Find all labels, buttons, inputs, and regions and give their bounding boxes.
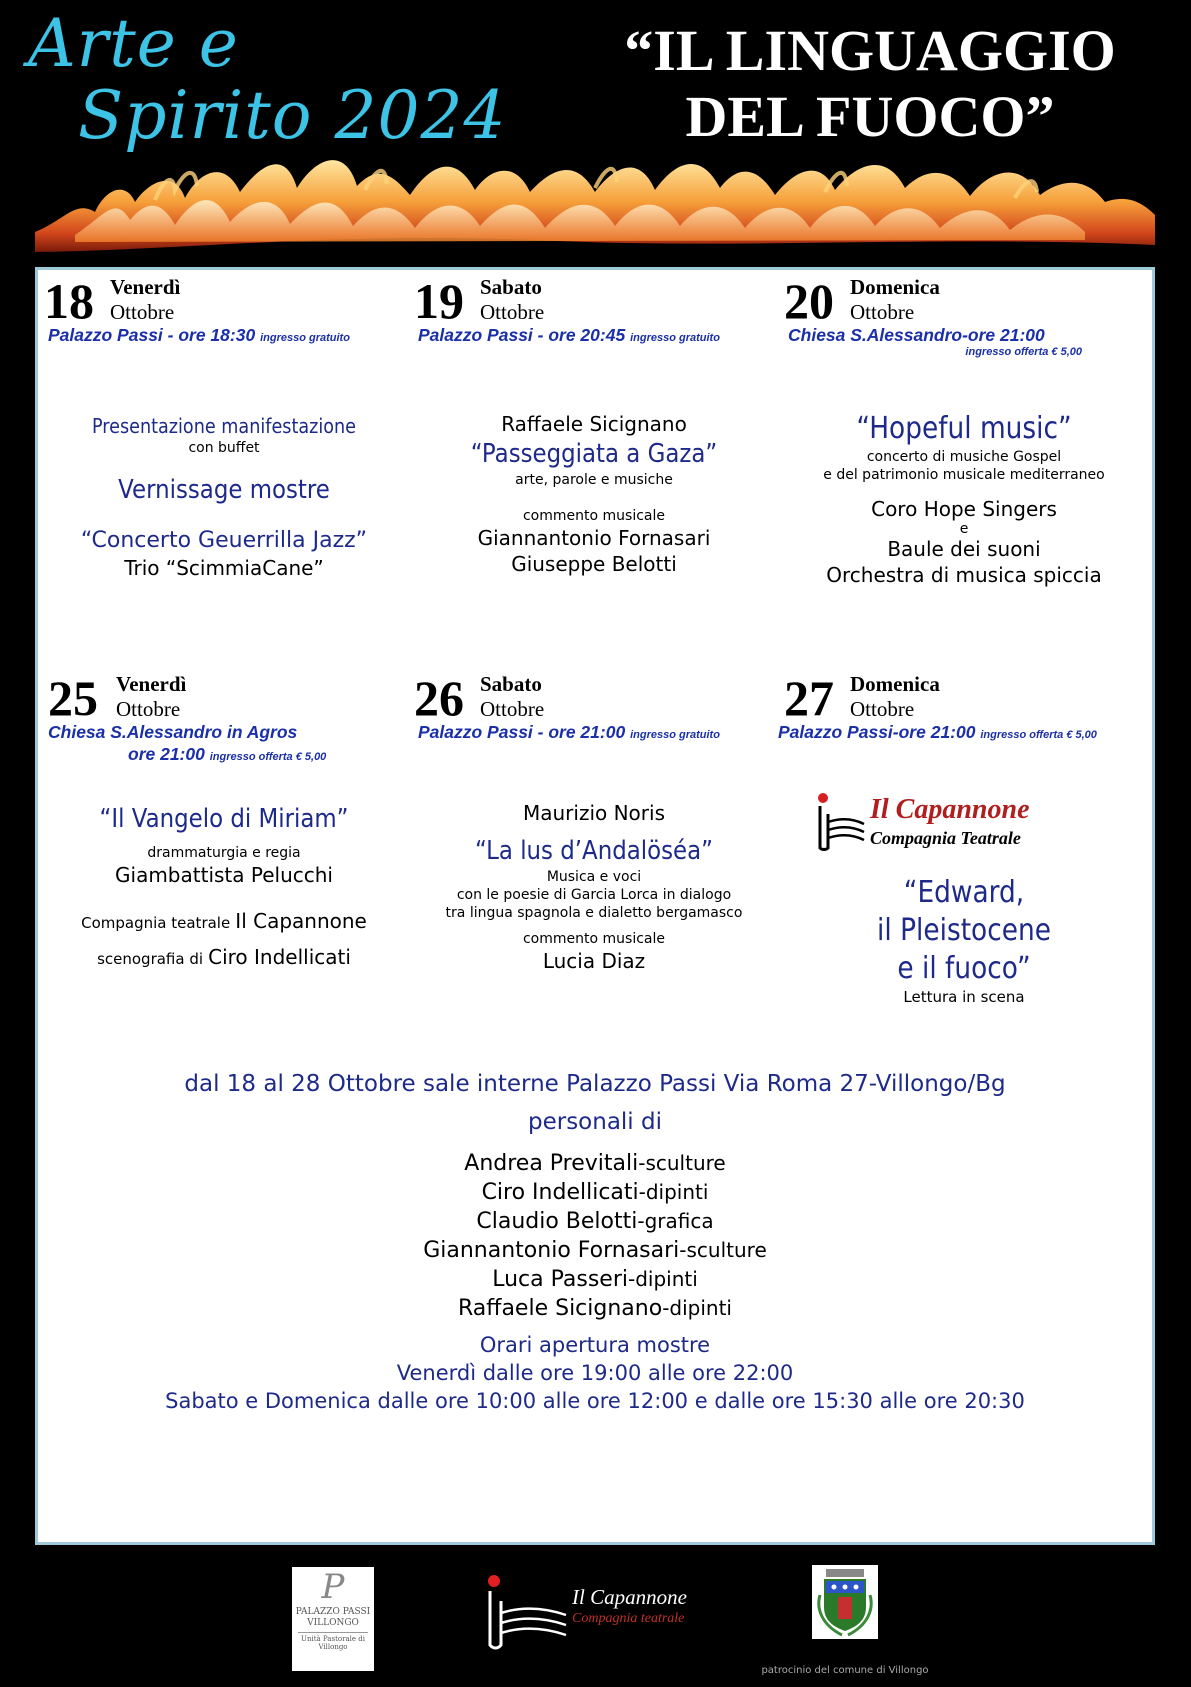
capannone-footer-subtitle: Compagnia teatrale: [572, 1611, 685, 1626]
villongo-coat-of-arms: [812, 1565, 878, 1639]
capannone-subtitle: Compagnia Teatrale: [870, 828, 1021, 848]
program-line: Baule dei suoni: [887, 537, 1041, 561]
venue-time: Chiesa S.Alessandro-ore 21:00: [788, 325, 1045, 345]
entry-note: ingresso gratuito: [630, 332, 720, 344]
event-25-header: [38, 667, 410, 768]
program-line: “Edward,: [903, 875, 1025, 910]
artist-line: [38, 1294, 1152, 1323]
program-line: arte, parole e musiche: [515, 472, 673, 488]
artist-name: Andrea Previtali: [464, 1151, 639, 1176]
program-line: Vernissage mostre: [118, 475, 330, 505]
venue-text: Palazzo Passi - ore 18:30: [48, 325, 256, 345]
artist-name: Raffaele Sicignano: [458, 1296, 663, 1321]
program-line: Maurizio Noris: [522, 801, 665, 825]
patronage-text: patrocinio del comune di Villongo: [761, 1665, 929, 1676]
program-line: e il fuoco”: [897, 951, 1031, 986]
venue-text: Palazzo Passi - ore 20:45: [418, 325, 626, 345]
weekday: Sabato: [480, 275, 542, 299]
palazzo-passi-logo: [292, 1567, 374, 1671]
exhibition-info: [38, 1065, 1152, 1415]
line-name: Il Capannone: [235, 909, 367, 933]
exhibition-subtitle: personali di: [527, 1109, 662, 1135]
weekday: Venerdì: [110, 275, 181, 299]
month: Ottobre: [850, 300, 915, 324]
artist-line: [38, 1178, 1152, 1207]
weekday: Venerdì: [116, 672, 187, 696]
day-number: 26: [414, 670, 464, 726]
date-block: [778, 270, 1150, 329]
artist-role: -sculture: [638, 1151, 726, 1175]
program-line: Coro Hope Singers: [871, 497, 1057, 521]
program-line: tra lingua spagnola e dialetto bergamasco: [445, 905, 743, 921]
program-line: “Passeggiata a Gaza”: [470, 439, 718, 469]
program-line: commento musicale: [522, 931, 665, 947]
day-number: 18: [44, 273, 94, 329]
entry-note: ingresso offerta € 5,00: [965, 346, 1082, 358]
line-name: Ciro Indellicati: [208, 945, 351, 969]
event-20-header: [778, 270, 1150, 358]
venue-text: Palazzo Passi-ore 21:00: [778, 722, 976, 742]
artist-line: [38, 1236, 1152, 1265]
event-26-program: [408, 800, 780, 974]
month: Ottobre: [480, 697, 545, 721]
entry-note: ingresso gratuito: [630, 729, 720, 741]
weekday: Domenica: [850, 672, 940, 696]
program-line: e del patrimonio musicale mediterraneo: [823, 467, 1105, 483]
venue-time: [48, 324, 410, 349]
event-20-program: [778, 410, 1150, 588]
program-line: “Concerto Geuerrilla Jazz”: [80, 528, 368, 553]
artist-role: -dipinti: [627, 1267, 698, 1291]
month: Ottobre: [480, 300, 545, 324]
program-line: Presentazione manifestazione: [91, 414, 357, 438]
exhibition-dates: dal 18 al 28 Ottobre sale interne Palazzo Passi Via Roma 27-Villongo/Bg: [184, 1071, 1006, 1097]
capannone-icon: [816, 792, 868, 852]
program-line: Giuseppe Belotti: [511, 552, 677, 576]
program-line: con le poesie di Garcia Lorca in dialogo: [456, 887, 732, 903]
month: Ottobre: [850, 697, 915, 721]
day-number: 19: [414, 273, 464, 329]
festival-title-line1: Arte e: [28, 5, 239, 82]
program-line: concerto di musiche Gospel: [866, 449, 1062, 465]
artist-name: Giannantonio Fornasari: [423, 1238, 680, 1263]
day-number: 20: [784, 273, 834, 329]
sponsor-footer: [0, 1545, 1191, 1687]
artist-name: Luca Passeri: [492, 1267, 628, 1292]
festival-title: [28, 5, 548, 154]
capannone-footer-name: Il Capannone: [572, 1585, 687, 1609]
month: Ottobre: [116, 697, 181, 721]
artist-line: [38, 1265, 1152, 1294]
artist-role: -dipinti: [662, 1296, 732, 1320]
event-19-program: [408, 411, 780, 577]
artist-line: [38, 1149, 1152, 1178]
program-line: “Il Vangelo di Miriam”: [99, 804, 349, 834]
program-line: Giambattista Pelucchi: [115, 863, 333, 887]
program-line: “Hopeful music”: [856, 411, 1072, 446]
sub-line: Unità Pastorale di: [301, 1635, 365, 1643]
event-26-header: [408, 667, 780, 746]
capannone-name: Il Capannone: [870, 794, 1030, 825]
date-block: [38, 667, 410, 726]
festival-title-line2: Spirito 2024: [78, 77, 507, 154]
artist-name: Ciro Indellicati: [481, 1180, 639, 1205]
artist-role: -dipinti: [638, 1180, 709, 1204]
opening-hours-weekend: Sabato e Domenica dalle ore 10:00 alle ore 12:00 e dalle ore 15:30 alle ore 20:30: [165, 1389, 1025, 1413]
theme-title-line2: DEL FUOCO”: [685, 84, 1055, 149]
venue-time: [418, 324, 780, 349]
program-line: drammaturgia e regia: [147, 845, 301, 861]
capannone-logo: [778, 790, 1150, 860]
event-27-program: [778, 790, 1150, 1007]
program-line: Lettura in scena: [903, 988, 1025, 1006]
program-line: “La lus d’Andalöséa”: [475, 836, 713, 866]
flames-image: [35, 140, 1155, 265]
program-line: il Pleistocene: [877, 913, 1051, 948]
weekday: Sabato: [480, 672, 542, 696]
date-block: [38, 270, 410, 329]
program-line: con buffet: [188, 440, 260, 456]
program-line: Lucia Diaz: [542, 949, 646, 973]
artist-role: -sculture: [679, 1238, 767, 1262]
artist-line: [38, 1207, 1152, 1236]
capannone-footer-logo: [484, 1573, 724, 1653]
palazzo-passi-town: VILLONGO: [307, 1618, 359, 1628]
venue-time-2: [128, 743, 410, 768]
line-prefix: Compagnia teatrale: [81, 914, 231, 932]
theme-title-line1: “IL LINGUAGGIO: [624, 18, 1116, 83]
program-panel: [35, 267, 1155, 1545]
palazzo-passi-monogram: P: [321, 1567, 345, 1607]
artist-name: Claudio Belotti: [476, 1209, 638, 1234]
poster-header: [0, 0, 1191, 265]
venue-time: Chiesa S.Alessandro in Agros: [48, 722, 298, 742]
date-block: [778, 667, 1150, 726]
line-prefix: scenografia di: [97, 950, 204, 968]
sub-line: Villongo: [318, 1643, 348, 1651]
palazzo-passi-name: PALAZZO PASSI: [295, 1607, 371, 1617]
venue-time: [418, 721, 780, 746]
program-line: commento musicale: [522, 508, 665, 524]
artist-role: -grafica: [637, 1209, 714, 1233]
entry-note: ingresso gratuito: [260, 332, 350, 344]
opening-hours-friday: Venerdì dalle ore 19:00 alle ore 22:00: [396, 1361, 794, 1385]
event-18-header: [38, 270, 410, 349]
program-line: e: [959, 521, 969, 537]
date-block: [408, 270, 780, 329]
opening-hours-title: Orari apertura mostre: [479, 1333, 711, 1357]
event-19-header: [408, 270, 780, 349]
program-line: Raffaele Sicignano: [501, 412, 687, 436]
program-line: Giannantonio Fornasari: [477, 526, 711, 550]
entry-note: ingresso offerta € 5,00: [209, 751, 327, 763]
program-line: Orchestra di musica spiccia: [826, 563, 1102, 587]
day-number: 25: [48, 670, 98, 726]
capannone-footer-icon: [484, 1573, 570, 1653]
month: Ottobre: [110, 300, 175, 324]
event-25-program: [38, 802, 410, 970]
program-line: [38, 908, 410, 934]
theme-title: [590, 18, 1150, 150]
palazzo-passi-sub: [298, 1632, 368, 1651]
event-27-header: [778, 667, 1150, 746]
program-line: [38, 944, 410, 970]
time-text: ore 21:00: [128, 744, 205, 764]
venue-text: Palazzo Passi - ore 21:00: [418, 722, 626, 742]
program-line: Musica e voci: [546, 869, 642, 885]
weekday: Domenica: [850, 275, 940, 299]
day-number: 27: [784, 670, 834, 726]
entry-note: ingresso offerta € 5,00: [980, 729, 1097, 741]
event-18-program: [38, 413, 410, 581]
date-block: [408, 667, 780, 726]
program-line: Trio “ScimmiaCane”: [124, 556, 324, 580]
